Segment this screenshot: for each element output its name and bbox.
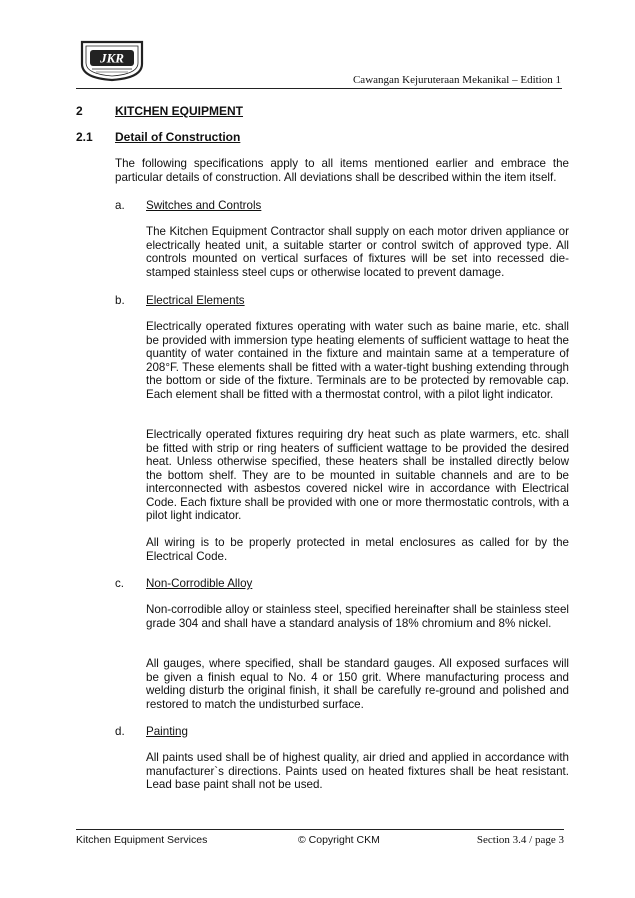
item-title-switches: Switches and Controls [146,199,262,212]
item-title-alloy: Non-Corrodible Alloy [146,577,253,590]
section-title: KITCHEN EQUIPMENT [115,104,244,118]
footer-copyright: © Copyright CKM [298,834,380,846]
item-title-painting: Painting [146,725,188,738]
jkr-logo [76,34,148,82]
footer-page-number: Section 3.4 / page 3 [476,834,564,846]
intro-paragraph: The following specifications apply to all items mentioned earlier and embrace the particular details of construction. All deviations shall be described within the item itself. [115,157,569,184]
subsection-title: Detail of Construction [115,130,241,144]
item-letter: a. [115,199,125,212]
header-title: Cawangan Kejuruteraan Mekanikal – Edition 1 [352,74,561,86]
section-number: 2 [76,104,83,118]
footer-divider [76,829,564,830]
paragraph-alloy-2: All gauges, where specified, shall be standard gauges. All exposed surfaces will be given a finish equal to No. 4 or 150 grit. Where manufacturing process and welding disturb the original finish, it shall be carefully re-ground and polished and restored to match the undisturbed surface. [146,657,569,711]
header-divider [76,88,562,89]
logo-text: JKR [100,50,124,66]
paragraph-painting: All paints used shall be of highest quality, air dried and applied in accordance with manufacturer`s directions. Paints used on heated fixtures shall be heat resistant. Lead base paint shall not be used. [146,751,569,791]
footer-left: Kitchen Equipment Services [76,834,208,846]
subsection-number: 2.1 [76,130,93,144]
item-letter: c. [115,577,125,590]
paragraph-switches: The Kitchen Equipment Contractor shall supply on each motor driven appliance or electrically heated unit, a suitable starter or control switch of approved type. All controls mounted on vertical surfaces of fixtures will be set into recessed die-stamped stainless steel cups or otherwise located to prevent damage. [146,225,569,279]
item-title-electrical: Electrical Elements [146,294,245,307]
item-letter: d. [115,725,125,738]
paragraph-alloy-1: Non-corrodible alloy or stainless steel, specified hereinafter shall be stainless steel grade 304 and shall have a standard analysis of 18% chromium and 8% nickel. [146,603,569,630]
paragraph-electrical-1: Electrically operated fixtures operating with water such as baine marie, etc. shall be provided with immersion type heating elements of sufficient wattage to heat the quantity of water contained in the fixture and maintain same at a temperature of 208°F. These elements shall be fitted with a water-tight bushing extending through the bottom or side of the fixture. Terminals are to be protected by removable cap. Each element shall be fitted with a thermostat control, with a pilot light indicator. [146,320,569,401]
paragraph-electrical-3: All wiring is to be properly protected in metal enclosures as called for by the Electrical Code. [146,536,569,563]
item-letter: b. [115,294,125,307]
paragraph-electrical-2: Electrically operated fixtures requiring dry heat such as plate warmers, etc. shall be fitted with strip or ring heaters of sufficient wattage to be provided the desired heat. Unless otherwise specified, these heaters shall be installed directly below the bottom shelf. They are to be mounted in suitable channels and are to be interconnected with asbestos covered nickel wire in accordance with Electrical Code. Each fixture shall be provided with one or more thermostatic controls, with a pilot light indicator. [146,428,569,522]
